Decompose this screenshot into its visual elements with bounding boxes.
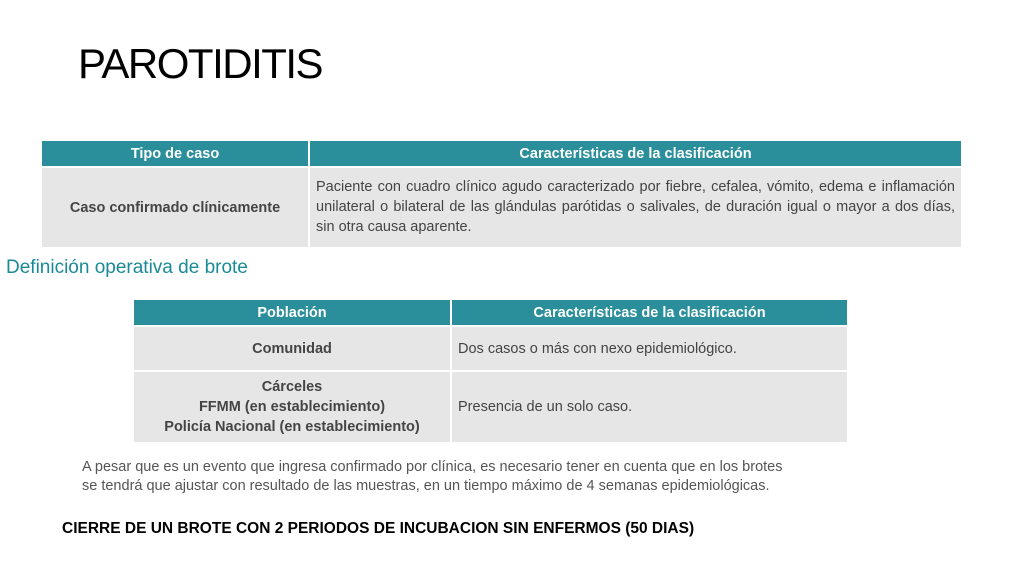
outbreak-closure-text: CIERRE DE UN BROTE CON 2 PERIODOS DE INCUBACION SIN ENFERMOS (50 DIAS) [62,520,695,537]
page-title: PAROTIDITIS [78,40,323,87]
case-description-cell: Paciente con cuadro clínico agudo caracterizado por fiebre, cefalea, vómito, edema e inflamación unilateral o bilateral de las glándulas parótidas o salivales, de duración igual o mayor a dos días, sin otra causa aparente. [309,167,962,248]
case-classification-table [40,139,963,249]
outbreak-definition-table [132,298,849,444]
table-row [133,326,848,371]
population-line: Policía Nacional (en establecimiento) [164,419,420,435]
column-header-case-type: Tipo de caso [41,140,309,167]
table-header-row [41,140,962,167]
outbreak-heading: Definición operativa de brote [6,257,248,278]
table-row [133,371,848,443]
column-header-characteristics: Características de la clasificación [451,299,848,326]
table-row [41,167,962,248]
outbreak-description-cell: Dos casos o más con nexo epidemiológico. [451,326,848,371]
population-line: FFMM (en establecimiento) [198,399,386,415]
table-header-row [133,299,848,326]
note-line: se tendrá que ajustar con resultado de las muestras, en un tiempo máximo de 4 semanas epidemiológicas. [82,478,770,494]
adjustment-note [82,458,912,496]
outbreak-description-cell: Presencia de un solo caso. [451,371,848,443]
population-cell [133,371,451,443]
note-line: A pesar que es un evento que ingresa confirmado por clínica, es necesario tener en cuenta que en los brotes [82,459,783,475]
population-line: Cárceles [261,379,323,395]
population-line: Comunidad [252,340,332,357]
case-type-cell: Caso confirmado clínicamente [41,167,309,248]
column-header-population: Población [133,299,451,326]
column-header-characteristics: Características de la clasificación [309,140,962,167]
population-cell [133,326,451,371]
